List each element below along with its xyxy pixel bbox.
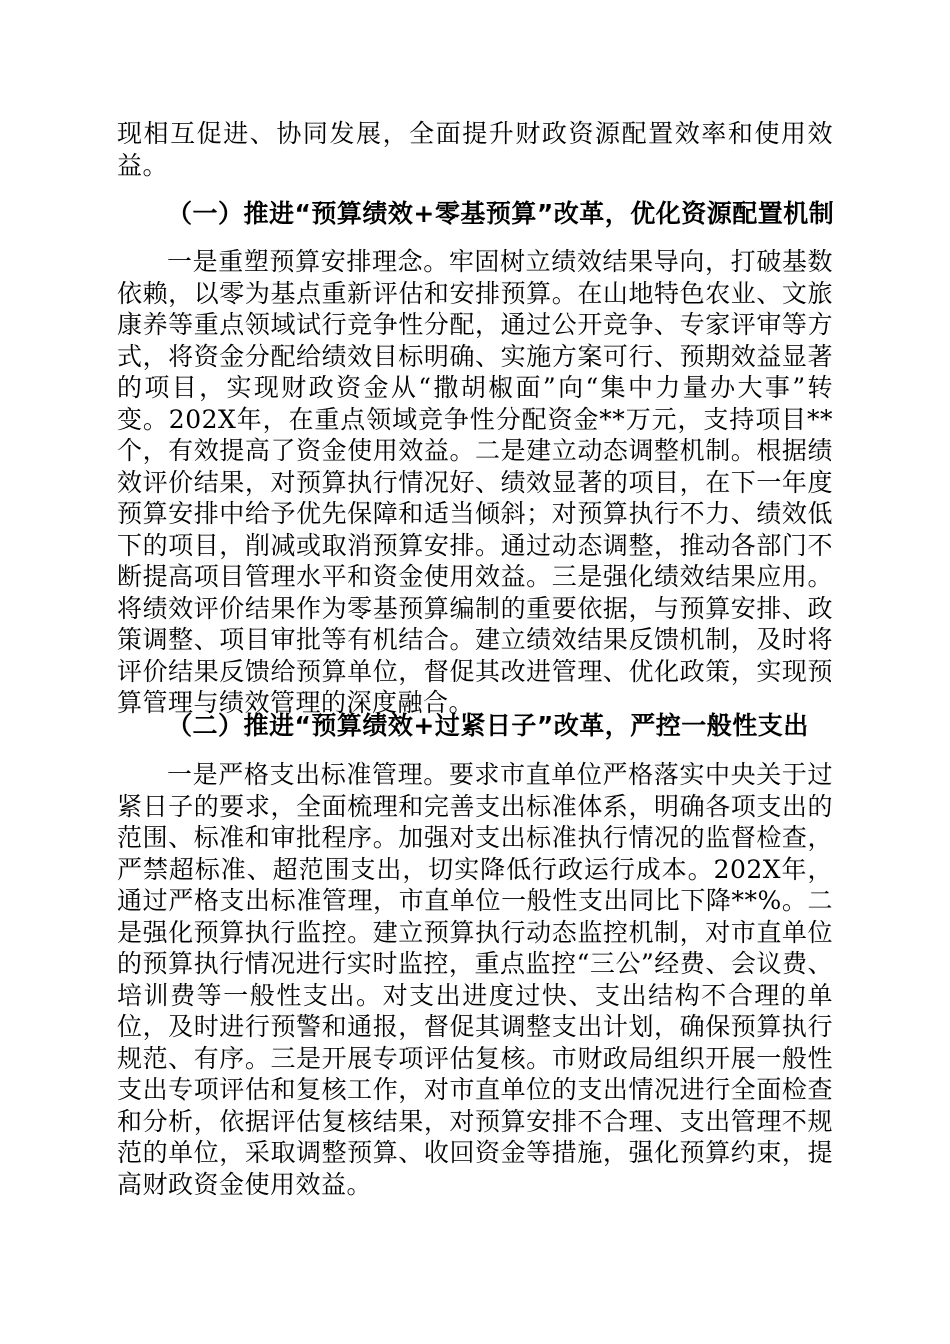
section-2-body: 一是严格支出标准管理。要求市直单位严格落实中央关于过紧日子的要求，全面梳理和完善支出标准体系，明确各项支出的范围、标准和审批程序。加强对支出标准执行情况的监督检查，严禁超标准、超范围支出，切实降低行政运行成本。202X年，通过严格支出标准管理，市直单位一般性支出同比下降**%。二是强化预算执行监控。建立预算执行动态监控机制，对市直单位的预算执行情况进行实时监控，重点监控“三公”经费、会议费、培训费等一般性支出。对支出进度过快、支出结构不合理的单位，及时进行预警和通报，督促其调整支出计划，确保预算执行规范、有序。三是开展专项评估复核。市财政局组织开展一般性支出专项评估和复核工作，对市直单位的支出情况进行全面检查和分析，依据评估复核结果，对预算安排不合理、支出管理不规范的单位，采取调整预算、收回资金等措施，强化预算约束，提高财政资金使用效益。 bbox=[117, 760, 833, 1199]
section-1-body: 一是重塑预算安排理念。牢固树立绩效结果导向，打破基数依赖，以零为基点重新评估和安排预算。在山地特色农业、文旅康养等重点领域试行竞争性分配，通过公开竞争、专家评审等方式，将资金分配给绩效目标明确、实施方案可行、预期效益显著的项目，实现财政资金从“撒胡椒面”向“集中力量办大事”转变。202X年，在重点领域竞争性分配资金**万元，支持项目**个，有效提高了资金使用效益。二是建立动态调整机制。根据绩效评价结果，对预算执行情况好、绩效显著的项目，在下一年度预算安排中给予优先保障和适当倾斜；对预算执行不力、绩效低下的项目，削减或取消预算安排。通过动态调整，推动各部门不断提高项目管理水平和资金使用效益。三是强化绩效结果应用。将绩效评价结果作为零基预算编制的重要依据，与预算安排、政策调整、项目审批等有机结合。建立绩效结果反馈机制，及时将评价结果反馈给预算单位，督促其改进管理、优化政策，实现预算管理与绩效管理的深度融合。 bbox=[117, 247, 833, 717]
section-1-heading: （一）推进“预算绩效+零基预算”改革，优化资源配置机制 bbox=[167, 199, 835, 228]
intro-paragraph-tail: 现相互促进、协同发展，全面提升财政资源配置效率和使用效益。 bbox=[117, 119, 833, 180]
section-2-heading: （二）推进“预算绩效+过紧日子”改革，严控一般性支出 bbox=[167, 711, 809, 740]
